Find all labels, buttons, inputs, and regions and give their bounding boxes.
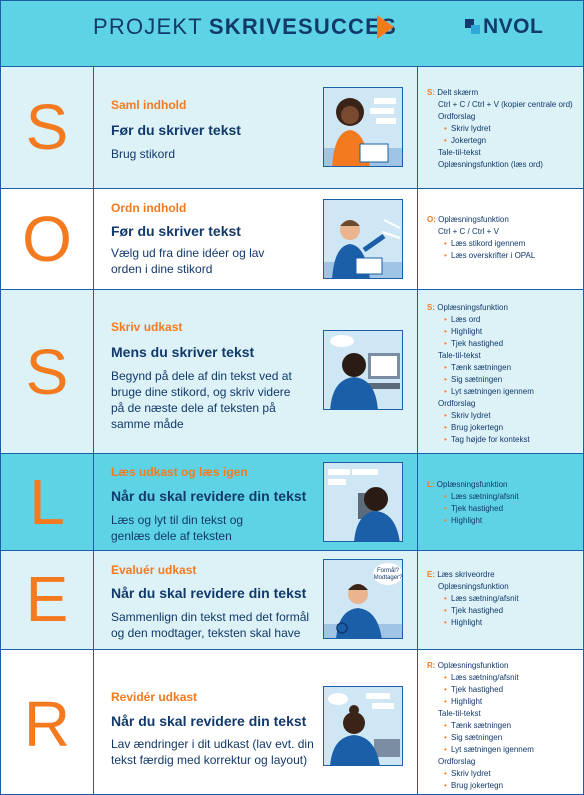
step-title: Evaluér udkast bbox=[111, 563, 197, 577]
header-banner bbox=[1, 1, 583, 67]
tool-item: • Tjek hastighed bbox=[427, 338, 581, 350]
tool-item: • Tjek hastighed bbox=[427, 684, 581, 696]
tool-item: Ordforslag bbox=[438, 112, 476, 121]
row-ordn-indhold bbox=[1, 189, 583, 290]
tool-item: • Jokertegn bbox=[427, 135, 581, 147]
tool-item: Tale-til-tekst bbox=[438, 351, 481, 360]
phase-title: Når du skal revidere din tekst bbox=[111, 585, 307, 601]
student-revising-illustration bbox=[323, 686, 403, 766]
tool-item: • Skriv lydret bbox=[427, 410, 581, 422]
student-writing-illustration bbox=[323, 330, 403, 410]
step-title: Skriv udkast bbox=[111, 320, 183, 334]
tool-item: Ctrl + C / Ctrl + V (kopier centrale ord) bbox=[438, 100, 573, 109]
logo-squares-icon bbox=[465, 19, 481, 35]
phase-title: Før du skriver tekst bbox=[111, 223, 241, 239]
row-evaluer-udkast bbox=[1, 551, 583, 650]
tool-item: Oplæsningsfunktion bbox=[438, 215, 509, 224]
bubble-text-modtager: Modtager? bbox=[373, 575, 403, 581]
tool-item: • Lyt sætningen igennem bbox=[427, 386, 581, 398]
title-light: PROJEKT bbox=[93, 14, 203, 39]
tool-item: Oplæsningsfunktion bbox=[437, 661, 509, 670]
tool-item: Tale-til-tekst bbox=[438, 148, 481, 157]
tool-item: • Highlight bbox=[427, 696, 581, 708]
step-description: Lav ændringer i dit udkast (lav evt. din tekst færdig med korrektur og layout) bbox=[111, 737, 314, 767]
logo-text: NVOL bbox=[483, 15, 544, 38]
phase-title: Når du skal revidere din tekst bbox=[111, 713, 307, 729]
tool-item: • Brug jokertegn bbox=[427, 422, 581, 434]
letter-s: S bbox=[25, 91, 69, 163]
nvol-logo bbox=[465, 16, 543, 38]
title-bold: SKRIVESUCCES bbox=[208, 14, 397, 39]
letter-r: R bbox=[23, 688, 71, 760]
student-evaluating-illustration bbox=[323, 559, 403, 639]
poster-title bbox=[93, 14, 397, 40]
row-skriv-udkast bbox=[1, 290, 583, 454]
tool-item: • Læs sætning/afsnit bbox=[427, 593, 581, 605]
student-organizing-illustration bbox=[323, 199, 403, 279]
tool-item: • Highlight bbox=[427, 326, 581, 338]
tool-item: • Læs sætning/afsnit bbox=[427, 491, 581, 503]
step-title: Revidér udkast bbox=[111, 690, 198, 704]
tool-item: Tale-til-tekst bbox=[438, 709, 481, 718]
tool-item: • Highlight bbox=[427, 617, 581, 629]
tool-item: • Tænk sætningen bbox=[427, 720, 581, 732]
step-description: Vælg ud fra dine idéer og lav orden i dine stikord bbox=[111, 246, 265, 276]
row-revider-udkast bbox=[1, 650, 583, 794]
tool-item: • Læs overskrifter i OPAL bbox=[427, 250, 581, 262]
letter-o: O bbox=[22, 203, 72, 275]
tool-item: • Brug jokertegn bbox=[427, 780, 581, 792]
letter-l: L bbox=[29, 466, 65, 538]
tool-item: Oplæsningsfunktion bbox=[436, 480, 508, 489]
tool-item: • Tænk sætningen bbox=[427, 362, 581, 374]
tool-list: L: Oplæsningsfunktion • Læs sætning/afsnit • Tjek hastighed • Highlight bbox=[427, 479, 581, 527]
tool-item: • Skriv lydret bbox=[427, 123, 581, 135]
student-brainstorm-illustration bbox=[323, 87, 403, 167]
bubble-text-formaal: Formål? bbox=[376, 568, 400, 574]
phase-title: Før du skriver tekst bbox=[111, 122, 241, 138]
letter-e: E bbox=[25, 563, 69, 635]
tool-item: Delt skærm bbox=[437, 88, 479, 97]
tool-list: S: Delt skærm Ctrl + C / Ctrl + V (kopier centrale ord) Ordforslag • Skriv lydret • Jokertegn Tale-til-tekst Oplæsningsfunktion (læs ord) bbox=[427, 87, 581, 171]
tool-item: Oplæsningsfunktion bbox=[437, 303, 508, 312]
tool-list: E: Læs skriveordre Oplæsningsfunktion • Læs sætning/afsnit • Tjek hastighed • Highlight bbox=[427, 569, 581, 629]
tool-item: • Lyt sætningen igennem bbox=[427, 744, 581, 756]
tool-item: • Læs stikord igennem bbox=[427, 238, 581, 250]
tool-item: Læs skriveordre bbox=[437, 570, 495, 579]
row-saml-indhold bbox=[1, 67, 583, 189]
step-description: Brug stikord bbox=[111, 147, 176, 161]
tool-item: • Tjek hastighed bbox=[427, 503, 581, 515]
tool-item: • Highlight bbox=[427, 515, 581, 527]
tool-item: Ctrl + C / Ctrl + V bbox=[438, 227, 499, 236]
tool-list: S: Oplæsningsfunktion • Læs ord • Highlight • Tjek hastighed Tale-til-tekst • Tænk sætningen • Sig sætningen • Lyt sætningen igennem Ordforslag • Skriv lydret • Brug jokertegn • Tag højde for kontekst bbox=[427, 302, 581, 446]
student-listening-illustration bbox=[323, 462, 403, 542]
step-title: Ordn indhold bbox=[111, 201, 187, 215]
step-description: Læs og lyt til din tekst og genlæs dele af teksten bbox=[111, 513, 244, 543]
tool-item: Ordforslag bbox=[438, 399, 476, 408]
phase-title: Mens du skriver tekst bbox=[111, 344, 255, 360]
tool-item: • Tag højde for kontekst bbox=[427, 434, 581, 446]
play-triangle-icon bbox=[377, 15, 394, 39]
row-laes-udkast bbox=[1, 454, 583, 551]
letter-s: S bbox=[25, 336, 69, 408]
tool-item: Oplæsningsfunktion bbox=[438, 582, 509, 591]
tool-list: O: Oplæsningsfunktion Ctrl + C / Ctrl + V • Læs stikord igennem • Læs overskrifter i OPAL bbox=[427, 214, 581, 262]
step-description: Begynd på dele af din tekst ved at bruge dine stikord, og skriv videre på de næste dele af teksten på samme måde bbox=[111, 369, 292, 431]
tool-item: • Sig sætningen bbox=[427, 374, 581, 386]
tool-item: • Læs sætning/afsnit bbox=[427, 672, 581, 684]
step-description: Sammenlign din tekst med det formål og den modtager, teksten skal have bbox=[111, 610, 310, 640]
tool-item: Ordforslag bbox=[438, 757, 476, 766]
tool-item: • Skriv lydret bbox=[427, 768, 581, 780]
tool-item: • Læs ord bbox=[427, 314, 581, 326]
tool-list: R: Oplæsningsfunktion • Læs sætning/afsnit • Tjek hastighed • Highlight Tale-til-tekst • Tænk sætningen • Sig sætningen • Lyt sætningen igennem Ordforslag • Skriv lydret • Brug jokertegn bbox=[427, 660, 581, 792]
step-title: Saml indhold bbox=[111, 98, 187, 112]
phase-title: Når du skal revidere din tekst bbox=[111, 488, 307, 504]
tool-item: • Tjek hastighed bbox=[427, 605, 581, 617]
step-title: Læs udkast og læs igen bbox=[111, 465, 248, 479]
tool-item: • Sig sætningen bbox=[427, 732, 581, 744]
tool-item: Oplæsningsfunktion (læs ord) bbox=[438, 160, 543, 169]
